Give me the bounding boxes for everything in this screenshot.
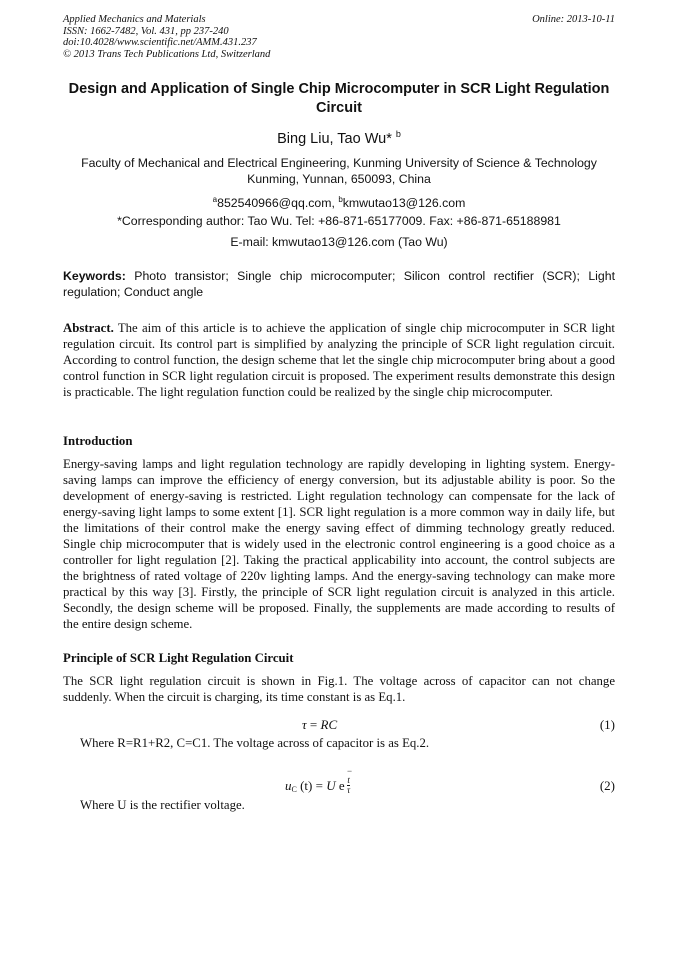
journal-name: Applied Mechanics and Materials bbox=[63, 14, 206, 25]
author-superscript: b bbox=[395, 129, 401, 139]
introduction-text: Energy-saving lamps and light regulation technology are rapidly developing in lighting system. Energy-saving lamps can improve the efficiency of energy conversion, but its adjustable ability is poor. So the development of energy-saving is restricted. Light regulation technology can compensate for the lack of energy-saving light lamps to some extent [1]. SCR light regulation is a more common way in daily life, but the limitations of their control make the energy saving effect of dimming technology greatly reduced. Single chip microcomputer that is widely used in the electronic control engineering is a good choice as a controller for light regulation [2]. Taking the practical applicability into account, the control subjects are the brightness of rated voltage of 220v lighting lamps. And the energy-saving technology can make more practical by this way [3]. Firstly, the principle of SCR light regulation circuit is analyzed in this article. Secondly, the design scheme will be proposed. Finally, the supplements are made according to results of the entire design scheme. bbox=[63, 457, 615, 631]
keywords-label: Keywords: bbox=[63, 269, 126, 283]
author-emails bbox=[63, 192, 615, 211]
eq2-tau: τ bbox=[347, 785, 351, 795]
keywords bbox=[63, 268, 615, 300]
affiliation bbox=[63, 155, 615, 187]
eq2-t: t bbox=[347, 775, 350, 785]
principle-heading: Principle of SCR Light Regulation Circuit bbox=[63, 651, 294, 665]
email-a: 852540966@qq.com, bbox=[217, 196, 339, 211]
keywords-text: Photo transistor; Single chip microcomputer; Silicon control rectifier (SCR); Light regulation; Conduct angle bbox=[63, 269, 615, 299]
equation-1 bbox=[302, 717, 337, 733]
affiliation-line-1: Faculty of Mechanical and Electrical Engineering, Kunming University of Science & Technology bbox=[81, 156, 597, 170]
email-a-sup: a bbox=[212, 195, 218, 204]
affiliation-line-2: Kunming, Yunnan, 650093, China bbox=[247, 172, 431, 186]
eq2-e: e bbox=[335, 778, 345, 793]
journal-meta bbox=[63, 14, 615, 60]
author-names: Bing Liu, Tao Wu* bbox=[277, 130, 392, 147]
eq2-fraction bbox=[347, 776, 350, 795]
copyright-line: © 2013 Trans Tech Publications Ltd, Switzerland bbox=[63, 48, 271, 60]
eq1-tau: τ bbox=[302, 717, 307, 732]
eq2-targ: (t) = bbox=[296, 778, 327, 793]
eq2-U: U bbox=[326, 778, 336, 793]
equation-1-number: (1) bbox=[599, 717, 615, 732]
principle-text: The SCR light regulation circuit is shown in Fig.1. The voltage across of capacitor can not change suddenly. When the circuit is charging, its time constant is as Eq.1. bbox=[63, 674, 615, 704]
issn-line: ISSN: 1662-7482, Vol. 431, pp 237-240 bbox=[63, 25, 229, 37]
abstract-label: Abstract. bbox=[63, 321, 114, 335]
abstract-text: The aim of this article is to achieve the application of single chip microcomputer in SCR light regulation circuit. Its control part is simplified by analyzing the principle of SCR light regulation circuit. According to control function, the design scheme that let the single chip microcomputer bring about a good control function in SCR light regulation circuit is proposed. The experiment results demonstrate this design is practicable. The light regulation function could be realized by the single chip microcomputer. bbox=[63, 321, 615, 399]
abstract bbox=[63, 320, 615, 400]
eq2-u-sub: C bbox=[291, 785, 297, 794]
email-b-sup: b bbox=[338, 195, 343, 204]
doi-line: doi:10.4028/www.scientific.net/AMM.431.237 bbox=[63, 37, 257, 48]
corresponding-author: *Corresponding author: Tao Wu. Tel: +86-871-65177009. Fax: +86-871-65188981 bbox=[117, 214, 561, 228]
where-2: Where U is the rectifier voltage. bbox=[80, 798, 245, 812]
introduction-heading: Introduction bbox=[63, 434, 133, 448]
paper-title: Design and Application of Single Chip Microcomputer in SCR Light Regulation Circuit bbox=[68, 81, 610, 116]
authors bbox=[63, 129, 615, 147]
eq1-rc: RC bbox=[320, 717, 338, 732]
equation-2 bbox=[285, 766, 353, 795]
equation-2-number: (2) bbox=[599, 778, 615, 793]
email-b: kmwutao13@126.com bbox=[342, 196, 466, 211]
eq2-exponent bbox=[347, 767, 352, 795]
where-1: Where R=R1+R2, C=C1. The voltage across of capacitor is as Eq.2. bbox=[80, 736, 430, 750]
eq2-minus: − bbox=[347, 766, 353, 776]
online-date: Online: 2013-10-11 bbox=[532, 14, 615, 25]
eq2-u: u bbox=[285, 778, 292, 793]
eq1-equals: = bbox=[306, 717, 321, 732]
corresponding-email: E-mail: kmwutao13@126.com (Tao Wu) bbox=[230, 235, 448, 249]
